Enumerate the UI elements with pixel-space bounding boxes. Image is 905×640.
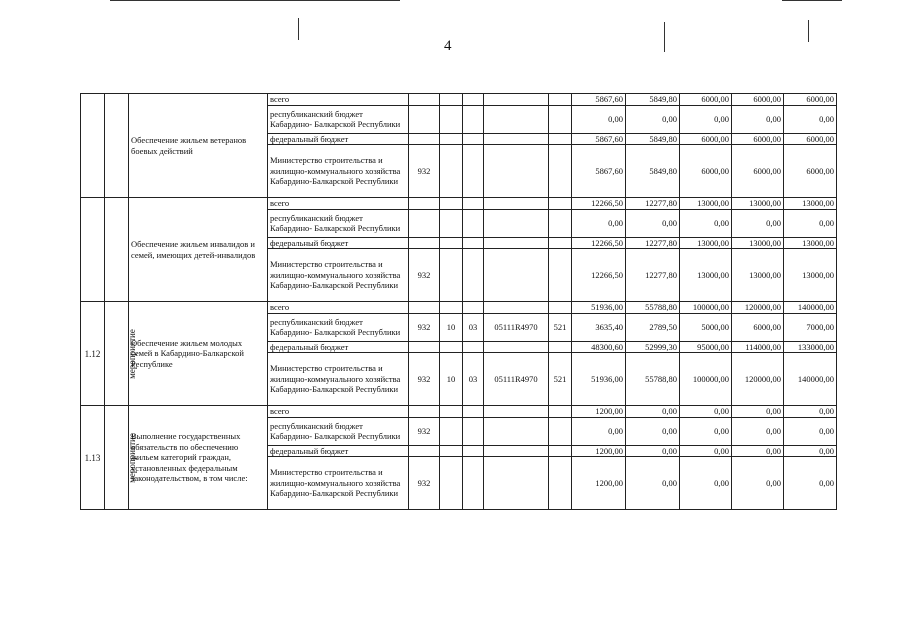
code-rz: [440, 94, 463, 106]
code-rz: [440, 133, 463, 145]
code-grbs: [409, 209, 440, 237]
amount-v1: 1200,00: [572, 457, 626, 510]
code-vr: [549, 209, 572, 237]
amount-v4: 120000,00: [732, 302, 784, 314]
code-grbs: [409, 341, 440, 353]
amount-v3: 5000,00: [680, 313, 732, 341]
amount-v1: 12266,50: [572, 249, 626, 302]
scan-artifact-top-right: [782, 0, 842, 1]
code-vr: [549, 249, 572, 302]
amount-v5: 140000,00: [784, 302, 837, 314]
page-number: 4: [444, 38, 452, 54]
amount-v1: 5867,60: [572, 133, 626, 145]
code-grbs: [409, 198, 440, 210]
budget-table: [80, 93, 837, 510]
code-csr: [484, 417, 549, 445]
code-rz: [440, 198, 463, 210]
amount-v5: 7000,00: [784, 313, 837, 341]
amount-v5: 13000,00: [784, 249, 837, 302]
code-pr: [463, 105, 484, 133]
amount-v4: 13000,00: [732, 198, 784, 210]
code-pr: [463, 302, 484, 314]
item-kind-cell: [105, 198, 129, 302]
amount-v5: 0,00: [784, 457, 837, 510]
amount-v2: 5849,80: [626, 94, 680, 106]
code-grbs: [409, 406, 440, 418]
table-row: [81, 302, 837, 314]
funding-source: Министерство строительства и жилищно-коммунального хозяйства Кабардино-Балкарской Республики: [268, 249, 409, 302]
amount-v2: 0,00: [626, 417, 680, 445]
code-pr: [463, 457, 484, 510]
amount-v5: 0,00: [784, 417, 837, 445]
code-csr: [484, 105, 549, 133]
code-vr: [549, 417, 572, 445]
amount-v5: 133000,00: [784, 341, 837, 353]
amount-v5: 0,00: [784, 105, 837, 133]
code-csr: [484, 457, 549, 510]
amount-v2: 12277,80: [626, 198, 680, 210]
amount-v5: 0,00: [784, 406, 837, 418]
program-title: Выполнение государственных обязательств по обеспечению жильем категорий граждан, установленных федеральным законодательством, в том числе:: [129, 406, 268, 510]
funding-source: Министерство строительства и жилищно-коммунального хозяйства Кабардино-Балкарской Республики: [268, 457, 409, 510]
amount-v1: 0,00: [572, 209, 626, 237]
code-rz: 10: [440, 313, 463, 341]
code-csr: [484, 209, 549, 237]
amount-v3: 13000,00: [680, 237, 732, 249]
amount-v2: 55788,80: [626, 302, 680, 314]
code-pr: [463, 145, 484, 198]
funding-source: всего: [268, 94, 409, 106]
code-csr: [484, 133, 549, 145]
code-vr: [549, 198, 572, 210]
amount-v1: 5867,60: [572, 145, 626, 198]
amount-v1: 12266,50: [572, 198, 626, 210]
code-pr: [463, 198, 484, 210]
amount-v3: 0,00: [680, 457, 732, 510]
code-rz: [440, 406, 463, 418]
funding-source: республиканский бюджет Кабардино- Балкарской Республики: [268, 209, 409, 237]
amount-v5: 13000,00: [784, 198, 837, 210]
amount-v5: 0,00: [784, 209, 837, 237]
code-vr: [549, 445, 572, 457]
code-vr: [549, 302, 572, 314]
code-vr: 521: [549, 313, 572, 341]
amount-v5: 140000,00: [784, 353, 837, 406]
code-csr: [484, 302, 549, 314]
amount-v2: 5849,80: [626, 145, 680, 198]
amount-v2: 12277,80: [626, 249, 680, 302]
code-pr: [463, 209, 484, 237]
code-pr: [463, 417, 484, 445]
code-grbs: [409, 105, 440, 133]
table-row: [81, 406, 837, 418]
code-vr: [549, 94, 572, 106]
amount-v4: 13000,00: [732, 237, 784, 249]
funding-source: федеральный бюджет: [268, 341, 409, 353]
amount-v3: 100000,00: [680, 353, 732, 406]
amount-v3: 6000,00: [680, 133, 732, 145]
amount-v2: 55788,80: [626, 353, 680, 406]
funding-source: республиканский бюджет Кабардино- Балкарской Республики: [268, 417, 409, 445]
code-rz: [440, 105, 463, 133]
program-title: Обеспечение жильем молодых семей в Кабардино-Балкарской Республике: [129, 302, 268, 406]
code-rz: [440, 145, 463, 198]
amount-v5: 6000,00: [784, 133, 837, 145]
code-grbs: [409, 94, 440, 106]
amount-v3: 13000,00: [680, 249, 732, 302]
program-title: Обеспечение жильем ветеранов боевых действий: [129, 94, 268, 198]
amount-v2: 5849,80: [626, 133, 680, 145]
code-csr: [484, 145, 549, 198]
amount-v3: 6000,00: [680, 94, 732, 106]
funding-source: всего: [268, 302, 409, 314]
item-kind: мероприятие: [126, 432, 137, 483]
amount-v3: 13000,00: [680, 198, 732, 210]
amount-v2: 2789,50: [626, 313, 680, 341]
amount-v4: 13000,00: [732, 249, 784, 302]
code-grbs: [409, 133, 440, 145]
program-title: Обеспечение жильем инвалидов и семей, имеющих детей-инвалидов: [129, 198, 268, 302]
amount-v4: 6000,00: [732, 94, 784, 106]
code-csr: [484, 198, 549, 210]
code-vr: [549, 457, 572, 510]
code-grbs: 932: [409, 353, 440, 406]
code-pr: 03: [463, 313, 484, 341]
code-csr: 05111R4970: [484, 353, 549, 406]
code-pr: [463, 133, 484, 145]
code-pr: [463, 249, 484, 302]
code-grbs: 932: [409, 313, 440, 341]
amount-v2: 0,00: [626, 209, 680, 237]
amount-v1: 0,00: [572, 417, 626, 445]
amount-v4: 0,00: [732, 406, 784, 418]
item-kind-cell: [105, 94, 129, 198]
table-row: [81, 198, 837, 210]
amount-v4: 6000,00: [732, 133, 784, 145]
code-rz: [440, 457, 463, 510]
item-index: 1.12: [81, 302, 105, 406]
item-kind-cell: [105, 406, 137, 510]
code-pr: [463, 237, 484, 249]
item-kind: мероприятие: [126, 328, 137, 379]
code-csr: [484, 445, 549, 457]
code-vr: 521: [549, 353, 572, 406]
funding-source: федеральный бюджет: [268, 133, 409, 145]
funding-source: республиканский бюджет Кабардино- Балкарской Республики: [268, 105, 409, 133]
funding-source: федеральный бюджет: [268, 237, 409, 249]
amount-v2: 0,00: [626, 457, 680, 510]
amount-v2: 0,00: [626, 445, 680, 457]
amount-v3: 6000,00: [680, 145, 732, 198]
amount-v1: 0,00: [572, 105, 626, 133]
amount-v3: 0,00: [680, 406, 732, 418]
table-row: [81, 94, 837, 106]
code-vr: [549, 341, 572, 353]
scan-artifact-top: [110, 0, 400, 1]
amount-v2: 0,00: [626, 105, 680, 133]
code-csr: [484, 237, 549, 249]
funding-source: Министерство строительства и жилищно-коммунального хозяйства Кабардино-Балкарской Республики: [268, 145, 409, 198]
scan-artifact-right-mark-2: [808, 20, 809, 42]
code-pr: [463, 445, 484, 457]
code-grbs: [409, 302, 440, 314]
code-vr: [549, 105, 572, 133]
scan-artifact-left-mark: [298, 18, 299, 40]
code-rz: [440, 209, 463, 237]
code-grbs: [409, 237, 440, 249]
amount-v2: 52999,30: [626, 341, 680, 353]
code-grbs: 932: [409, 457, 440, 510]
code-pr: [463, 341, 484, 353]
amount-v3: 0,00: [680, 209, 732, 237]
amount-v3: 0,00: [680, 105, 732, 133]
amount-v3: 100000,00: [680, 302, 732, 314]
amount-v4: 0,00: [732, 445, 784, 457]
amount-v1: 48300,60: [572, 341, 626, 353]
code-pr: 03: [463, 353, 484, 406]
amount-v4: 6000,00: [732, 145, 784, 198]
amount-v4: 0,00: [732, 457, 784, 510]
amount-v4: 114000,00: [732, 341, 784, 353]
amount-v1: 1200,00: [572, 445, 626, 457]
scan-artifact-right-mark: [664, 22, 665, 52]
amount-v3: 0,00: [680, 417, 732, 445]
item-index: [81, 94, 105, 198]
code-pr: [463, 94, 484, 106]
amount-v5: 6000,00: [784, 145, 837, 198]
code-vr: [549, 237, 572, 249]
amount-v4: 120000,00: [732, 353, 784, 406]
code-rz: [440, 341, 463, 353]
amount-v1: 5867,60: [572, 94, 626, 106]
amount-v4: 6000,00: [732, 313, 784, 341]
code-rz: [440, 417, 463, 445]
amount-v3: 0,00: [680, 445, 732, 457]
amount-v1: 12266,50: [572, 237, 626, 249]
code-rz: [440, 237, 463, 249]
funding-source: Министерство строительства и жилищно-коммунального хозяйства Кабардино-Балкарской Республики: [268, 353, 409, 406]
code-grbs: 932: [409, 145, 440, 198]
code-csr: [484, 406, 549, 418]
amount-v2: 12277,80: [626, 237, 680, 249]
amount-v5: 6000,00: [784, 94, 837, 106]
funding-source: федеральный бюджет: [268, 445, 409, 457]
funding-source: всего: [268, 406, 409, 418]
amount-v4: 0,00: [732, 105, 784, 133]
funding-source: республиканский бюджет Кабардино- Балкарской Республики: [268, 313, 409, 341]
code-rz: [440, 445, 463, 457]
amount-v1: 51936,00: [572, 353, 626, 406]
code-rz: 10: [440, 353, 463, 406]
code-vr: [549, 406, 572, 418]
amount-v3: 95000,00: [680, 341, 732, 353]
amount-v2: 0,00: [626, 406, 680, 418]
item-kind-cell: [105, 302, 137, 406]
amount-v4: 0,00: [732, 417, 784, 445]
code-vr: [549, 145, 572, 198]
amount-v4: 0,00: [732, 209, 784, 237]
amount-v1: 51936,00: [572, 302, 626, 314]
code-pr: [463, 406, 484, 418]
code-csr: 05111R4970: [484, 313, 549, 341]
amount-v5: 0,00: [784, 445, 837, 457]
code-rz: [440, 302, 463, 314]
item-index: [81, 198, 105, 302]
amount-v1: 3635,40: [572, 313, 626, 341]
code-vr: [549, 133, 572, 145]
code-grbs: 932: [409, 417, 440, 445]
amount-v5: 13000,00: [784, 237, 837, 249]
item-index: 1.13: [81, 406, 105, 510]
code-grbs: 932: [409, 249, 440, 302]
funding-source: всего: [268, 198, 409, 210]
code-csr: [484, 249, 549, 302]
code-csr: [484, 94, 549, 106]
code-rz: [440, 249, 463, 302]
amount-v1: 1200,00: [572, 406, 626, 418]
code-grbs: [409, 445, 440, 457]
code-csr: [484, 341, 549, 353]
